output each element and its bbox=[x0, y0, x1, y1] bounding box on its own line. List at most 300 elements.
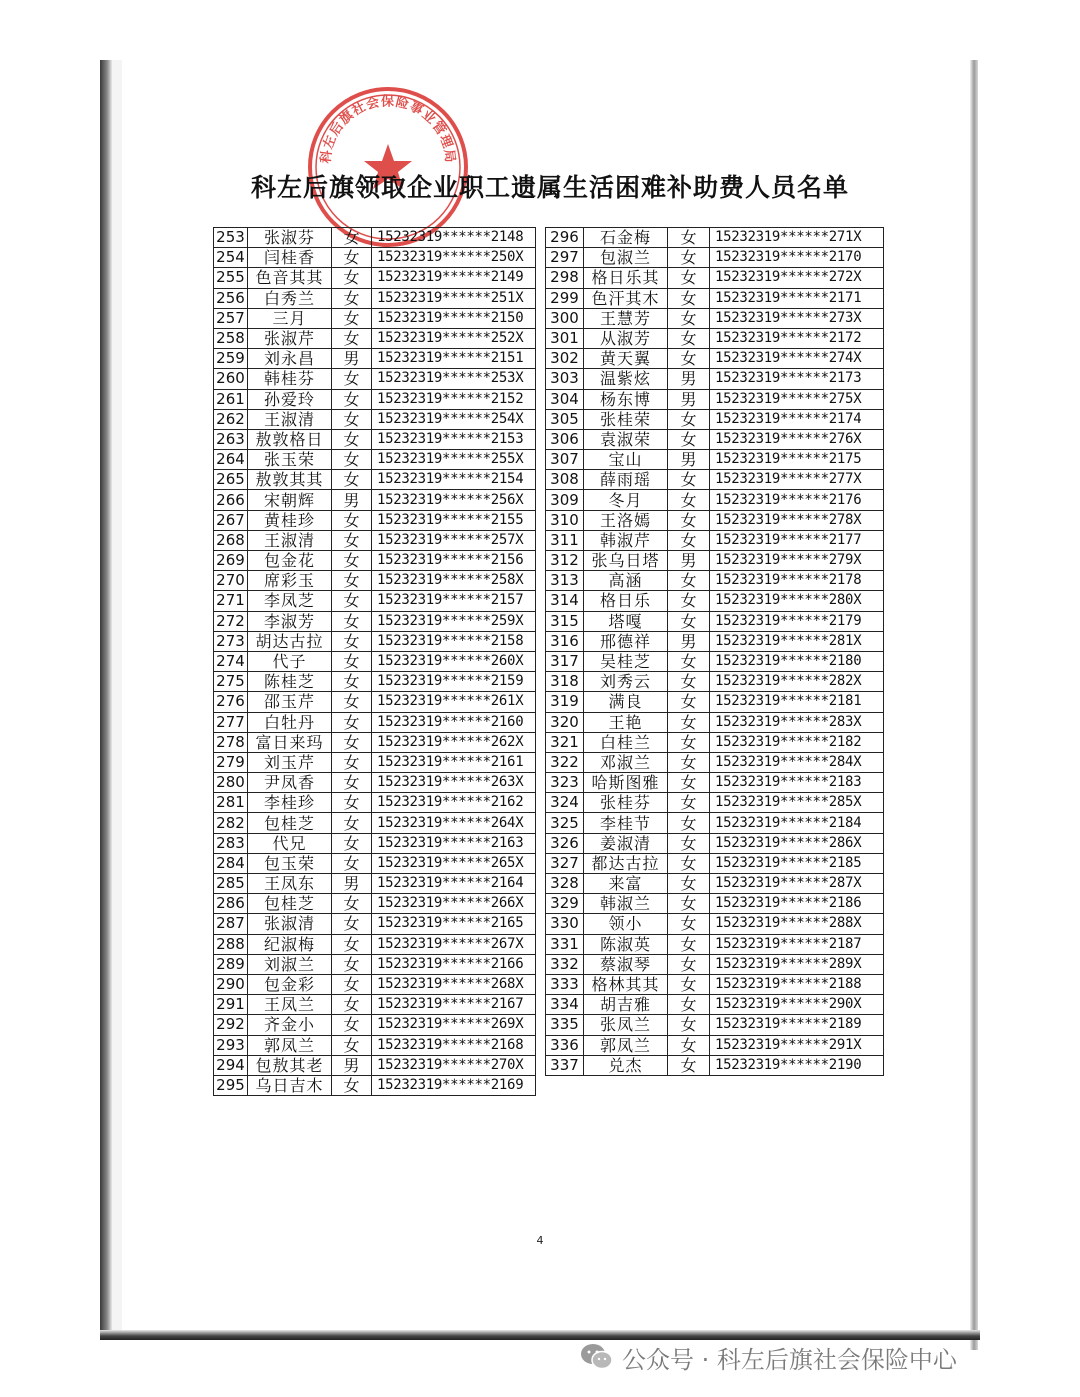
gender: 女 bbox=[332, 571, 372, 591]
id-number: 15232319******281X bbox=[710, 631, 884, 651]
row-number: 255 bbox=[214, 268, 248, 288]
person-name: 邓淑兰 bbox=[584, 752, 668, 772]
row-number: 315 bbox=[546, 611, 584, 631]
roster-table-left bbox=[213, 227, 536, 1096]
person-name: 满良 bbox=[584, 692, 668, 712]
table-row bbox=[214, 1035, 536, 1055]
row-number: 287 bbox=[214, 914, 248, 934]
id-number: 15232319******275X bbox=[710, 389, 884, 409]
person-name: 代子 bbox=[248, 651, 332, 671]
gender: 女 bbox=[332, 712, 372, 732]
table-row bbox=[546, 288, 884, 308]
row-number: 324 bbox=[546, 793, 584, 813]
id-number: 15232319******2175 bbox=[710, 450, 884, 470]
gender: 男 bbox=[332, 349, 372, 369]
row-number: 295 bbox=[214, 1075, 248, 1095]
id-number: 15232319******2150 bbox=[372, 308, 536, 328]
row-number: 289 bbox=[214, 954, 248, 974]
table-row bbox=[214, 308, 536, 328]
gender: 女 bbox=[668, 228, 710, 248]
row-number: 265 bbox=[214, 470, 248, 490]
gender: 男 bbox=[668, 631, 710, 651]
gender: 女 bbox=[668, 914, 710, 934]
row-number: 317 bbox=[546, 651, 584, 671]
row-number: 301 bbox=[546, 328, 584, 348]
gender: 女 bbox=[668, 288, 710, 308]
table-row bbox=[546, 793, 884, 813]
table-row bbox=[546, 712, 884, 732]
gender: 女 bbox=[668, 470, 710, 490]
person-name: 宝山 bbox=[584, 450, 668, 470]
row-number: 308 bbox=[546, 470, 584, 490]
id-number: 15232319******252X bbox=[372, 328, 536, 348]
gender: 女 bbox=[332, 328, 372, 348]
gender: 女 bbox=[668, 1015, 710, 1035]
table-row bbox=[214, 369, 536, 389]
table-row bbox=[214, 571, 536, 591]
row-number: 281 bbox=[214, 793, 248, 813]
table-row bbox=[214, 490, 536, 510]
gender: 女 bbox=[668, 1055, 710, 1075]
gender: 女 bbox=[668, 349, 710, 369]
row-number: 269 bbox=[214, 551, 248, 571]
table-row bbox=[546, 651, 884, 671]
row-number: 318 bbox=[546, 672, 584, 692]
gender: 女 bbox=[332, 793, 372, 813]
gender: 女 bbox=[332, 934, 372, 954]
person-name: 孙爱玲 bbox=[248, 389, 332, 409]
person-name: 韩淑兰 bbox=[584, 894, 668, 914]
table-row bbox=[214, 1015, 536, 1035]
row-number: 262 bbox=[214, 409, 248, 429]
row-number: 337 bbox=[546, 1055, 584, 1075]
table-row bbox=[214, 692, 536, 712]
id-number: 15232319******2171 bbox=[710, 288, 884, 308]
person-name: 富日来玛 bbox=[248, 732, 332, 752]
id-number: 15232319******2148 bbox=[372, 228, 536, 248]
gender: 女 bbox=[332, 308, 372, 328]
table-row bbox=[214, 974, 536, 994]
person-name: 刘淑兰 bbox=[248, 954, 332, 974]
id-number: 15232319******284X bbox=[710, 752, 884, 772]
person-name: 胡达古拉 bbox=[248, 631, 332, 651]
table-row bbox=[546, 752, 884, 772]
person-name: 邵玉芹 bbox=[248, 692, 332, 712]
id-number: 15232319******283X bbox=[710, 712, 884, 732]
table-row bbox=[214, 510, 536, 530]
row-number: 283 bbox=[214, 833, 248, 853]
id-number: 15232319******2174 bbox=[710, 409, 884, 429]
gender: 女 bbox=[332, 1035, 372, 1055]
person-name: 张乌日塔 bbox=[584, 551, 668, 571]
row-number: 276 bbox=[214, 692, 248, 712]
gender: 女 bbox=[668, 934, 710, 954]
id-number: 15232319******266X bbox=[372, 894, 536, 914]
row-number: 286 bbox=[214, 894, 248, 914]
gender: 女 bbox=[668, 995, 710, 1015]
id-number: 15232319******261X bbox=[372, 692, 536, 712]
table-row bbox=[214, 1075, 536, 1095]
id-number: 15232319******2161 bbox=[372, 752, 536, 772]
gender: 女 bbox=[332, 954, 372, 974]
id-number: 15232319******2177 bbox=[710, 530, 884, 550]
table-row bbox=[546, 813, 884, 833]
id-number: 15232319******2186 bbox=[710, 894, 884, 914]
id-number: 15232319******2157 bbox=[372, 591, 536, 611]
id-number: 15232319******2189 bbox=[710, 1015, 884, 1035]
row-number: 307 bbox=[546, 450, 584, 470]
id-number: 15232319******2164 bbox=[372, 874, 536, 894]
person-name: 郭凤兰 bbox=[584, 1035, 668, 1055]
row-number: 278 bbox=[214, 732, 248, 752]
row-number: 290 bbox=[214, 974, 248, 994]
row-number: 267 bbox=[214, 510, 248, 530]
person-name: 高涵 bbox=[584, 571, 668, 591]
table-row bbox=[214, 409, 536, 429]
table-row bbox=[214, 732, 536, 752]
row-number: 260 bbox=[214, 369, 248, 389]
row-number: 314 bbox=[546, 591, 584, 611]
id-number: 15232319******2165 bbox=[372, 914, 536, 934]
id-number: 15232319******251X bbox=[372, 288, 536, 308]
person-name: 黄天翼 bbox=[584, 349, 668, 369]
person-name: 黄桂珍 bbox=[248, 510, 332, 530]
row-number: 280 bbox=[214, 773, 248, 793]
table-row bbox=[546, 450, 884, 470]
row-number: 310 bbox=[546, 510, 584, 530]
table-row bbox=[546, 389, 884, 409]
row-number: 329 bbox=[546, 894, 584, 914]
table-row bbox=[546, 732, 884, 752]
person-name: 袁淑荣 bbox=[584, 429, 668, 449]
table-row bbox=[546, 773, 884, 793]
person-name: 席彩玉 bbox=[248, 571, 332, 591]
id-number: 15232319******287X bbox=[710, 874, 884, 894]
table-row bbox=[214, 833, 536, 853]
table-row bbox=[214, 894, 536, 914]
id-number: 15232319******2149 bbox=[372, 268, 536, 288]
person-name: 杨东博 bbox=[584, 389, 668, 409]
gender: 女 bbox=[332, 773, 372, 793]
id-number: 15232319******269X bbox=[372, 1015, 536, 1035]
table-row bbox=[546, 268, 884, 288]
row-number: 303 bbox=[546, 369, 584, 389]
table-row bbox=[214, 954, 536, 974]
gender: 女 bbox=[332, 732, 372, 752]
table-row bbox=[546, 328, 884, 348]
row-number: 300 bbox=[546, 308, 584, 328]
id-number: 15232319******276X bbox=[710, 429, 884, 449]
table-row bbox=[214, 752, 536, 772]
row-number: 319 bbox=[546, 692, 584, 712]
row-number: 294 bbox=[214, 1055, 248, 1075]
table-row bbox=[214, 268, 536, 288]
table-row bbox=[546, 1035, 884, 1055]
id-number: 15232319******2170 bbox=[710, 248, 884, 268]
person-name: 蔡淑琴 bbox=[584, 954, 668, 974]
person-name: 包敖其老 bbox=[248, 1055, 332, 1075]
table-row bbox=[214, 631, 536, 651]
table-row bbox=[546, 833, 884, 853]
person-name: 张淑芹 bbox=[248, 328, 332, 348]
id-number: 15232319******2180 bbox=[710, 651, 884, 671]
gender: 女 bbox=[668, 672, 710, 692]
table-row bbox=[214, 672, 536, 692]
watermark-label: 公众号 · 科左后旗社会保险中心 bbox=[622, 1345, 957, 1374]
table-row bbox=[546, 995, 884, 1015]
table-row bbox=[546, 894, 884, 914]
table-row bbox=[546, 914, 884, 934]
person-name: 包金花 bbox=[248, 551, 332, 571]
id-number: 15232319******272X bbox=[710, 268, 884, 288]
table-row bbox=[214, 773, 536, 793]
row-number: 291 bbox=[214, 995, 248, 1015]
id-number: 15232319******2151 bbox=[372, 349, 536, 369]
table-row bbox=[214, 914, 536, 934]
person-name: 兑杰 bbox=[584, 1055, 668, 1075]
person-name: 王艳 bbox=[584, 712, 668, 732]
table-row bbox=[214, 853, 536, 873]
row-number: 322 bbox=[546, 752, 584, 772]
row-number: 296 bbox=[546, 228, 584, 248]
gender: 女 bbox=[332, 692, 372, 712]
table-row bbox=[546, 228, 884, 248]
gender: 男 bbox=[332, 490, 372, 510]
person-name: 纪淑梅 bbox=[248, 934, 332, 954]
id-number: 15232319******267X bbox=[372, 934, 536, 954]
table-row bbox=[546, 1055, 884, 1075]
person-name: 包淑兰 bbox=[584, 248, 668, 268]
gender: 女 bbox=[332, 894, 372, 914]
row-number: 298 bbox=[546, 268, 584, 288]
document-title: 科左后旗领取企业职工遗属生活困难补助费人员名单 bbox=[250, 173, 849, 202]
row-number: 266 bbox=[214, 490, 248, 510]
table-row bbox=[546, 308, 884, 328]
id-number: 15232319******277X bbox=[710, 470, 884, 490]
gender: 女 bbox=[332, 389, 372, 409]
row-number: 275 bbox=[214, 672, 248, 692]
table-row bbox=[214, 429, 536, 449]
gender: 女 bbox=[332, 1075, 372, 1095]
roster-table-right bbox=[545, 227, 884, 1076]
gender: 女 bbox=[332, 429, 372, 449]
id-number: 15232319******2185 bbox=[710, 853, 884, 873]
person-name: 代兄 bbox=[248, 833, 332, 853]
row-number: 326 bbox=[546, 833, 584, 853]
row-number: 312 bbox=[546, 551, 584, 571]
gender: 女 bbox=[332, 1015, 372, 1035]
id-number: 15232319******254X bbox=[372, 409, 536, 429]
gender: 女 bbox=[668, 328, 710, 348]
gender: 女 bbox=[332, 450, 372, 470]
gender: 女 bbox=[332, 672, 372, 692]
table-row bbox=[546, 954, 884, 974]
person-name: 包玉荣 bbox=[248, 853, 332, 873]
table-row bbox=[546, 692, 884, 712]
gender: 女 bbox=[668, 853, 710, 873]
gender: 女 bbox=[668, 813, 710, 833]
row-number: 284 bbox=[214, 853, 248, 873]
person-name: 色汗其木 bbox=[584, 288, 668, 308]
id-number: 15232319******289X bbox=[710, 954, 884, 974]
row-number: 327 bbox=[546, 853, 584, 873]
person-name: 陈桂芝 bbox=[248, 672, 332, 692]
person-name: 塔嘎 bbox=[584, 611, 668, 631]
id-number: 15232319******274X bbox=[710, 349, 884, 369]
gender: 女 bbox=[668, 833, 710, 853]
id-number: 15232319******2173 bbox=[710, 369, 884, 389]
table-row bbox=[546, 369, 884, 389]
id-number: 15232319******265X bbox=[372, 853, 536, 873]
row-number: 254 bbox=[214, 248, 248, 268]
table-row bbox=[214, 248, 536, 268]
id-number: 15232319******2153 bbox=[372, 429, 536, 449]
person-name: 李桂节 bbox=[584, 813, 668, 833]
id-number: 15232319******2154 bbox=[372, 470, 536, 490]
table-row bbox=[214, 591, 536, 611]
table-row bbox=[546, 530, 884, 550]
person-name: 齐金小 bbox=[248, 1015, 332, 1035]
gender: 女 bbox=[668, 894, 710, 914]
id-number: 15232319******2159 bbox=[372, 672, 536, 692]
id-number: 15232319******2172 bbox=[710, 328, 884, 348]
gender: 男 bbox=[668, 551, 710, 571]
id-number: 15232319******286X bbox=[710, 833, 884, 853]
row-number: 306 bbox=[546, 429, 584, 449]
id-number: 15232319******255X bbox=[372, 450, 536, 470]
id-number: 15232319******2181 bbox=[710, 692, 884, 712]
person-name: 白秀兰 bbox=[248, 288, 332, 308]
row-number: 332 bbox=[546, 954, 584, 974]
id-number: 15232319******290X bbox=[710, 995, 884, 1015]
person-name: 敖敦格日 bbox=[248, 429, 332, 449]
row-number: 331 bbox=[546, 934, 584, 954]
person-name: 张桂芬 bbox=[584, 793, 668, 813]
gender: 女 bbox=[332, 752, 372, 772]
gender: 女 bbox=[332, 369, 372, 389]
person-name: 王凤兰 bbox=[248, 995, 332, 1015]
table-row bbox=[214, 611, 536, 631]
gender: 女 bbox=[668, 490, 710, 510]
table-row bbox=[214, 349, 536, 369]
person-name: 包桂芝 bbox=[248, 813, 332, 833]
id-number: 15232319******2190 bbox=[710, 1055, 884, 1075]
table-row bbox=[546, 974, 884, 994]
person-name: 胡吉雅 bbox=[584, 995, 668, 1015]
row-number: 285 bbox=[214, 874, 248, 894]
person-name: 白桂兰 bbox=[584, 732, 668, 752]
id-number: 15232319******291X bbox=[710, 1035, 884, 1055]
gender: 女 bbox=[332, 611, 372, 631]
gender: 女 bbox=[332, 268, 372, 288]
person-name: 白牡丹 bbox=[248, 712, 332, 732]
person-name: 李淑芳 bbox=[248, 611, 332, 631]
id-number: 15232319******271X bbox=[710, 228, 884, 248]
row-number: 273 bbox=[214, 631, 248, 651]
table-row bbox=[214, 470, 536, 490]
gender: 女 bbox=[668, 954, 710, 974]
table-row bbox=[214, 813, 536, 833]
person-name: 吴桂芝 bbox=[584, 651, 668, 671]
row-number: 316 bbox=[546, 631, 584, 651]
gender: 女 bbox=[332, 510, 372, 530]
person-name: 李桂珍 bbox=[248, 793, 332, 813]
row-number: 292 bbox=[214, 1015, 248, 1035]
person-name: 宋朝辉 bbox=[248, 490, 332, 510]
row-number: 263 bbox=[214, 429, 248, 449]
person-name: 刘玉芹 bbox=[248, 752, 332, 772]
gender: 女 bbox=[332, 288, 372, 308]
person-name: 王凤东 bbox=[248, 874, 332, 894]
gender: 女 bbox=[668, 409, 710, 429]
person-name: 邢德祥 bbox=[584, 631, 668, 651]
id-number: 15232319******270X bbox=[372, 1055, 536, 1075]
gender: 女 bbox=[668, 248, 710, 268]
gender: 女 bbox=[332, 228, 372, 248]
scan-border-left-inner bbox=[112, 60, 122, 1340]
table-row bbox=[214, 530, 536, 550]
row-number: 323 bbox=[546, 773, 584, 793]
gender: 女 bbox=[668, 752, 710, 772]
person-name: 尹凤香 bbox=[248, 773, 332, 793]
gender: 女 bbox=[332, 651, 372, 671]
person-name: 王淑清 bbox=[248, 409, 332, 429]
id-number: 15232319******2183 bbox=[710, 773, 884, 793]
id-number: 15232319******256X bbox=[372, 490, 536, 510]
table-row bbox=[214, 450, 536, 470]
wechat-icon bbox=[580, 1343, 614, 1371]
row-number: 264 bbox=[214, 450, 248, 470]
id-number: 15232319******258X bbox=[372, 571, 536, 591]
gender: 女 bbox=[332, 248, 372, 268]
id-number: 15232319******2184 bbox=[710, 813, 884, 833]
row-number: 336 bbox=[546, 1035, 584, 1055]
row-number: 333 bbox=[546, 974, 584, 994]
person-name: 包桂芝 bbox=[248, 894, 332, 914]
person-name: 色音其其 bbox=[248, 268, 332, 288]
row-number: 277 bbox=[214, 712, 248, 732]
table-row bbox=[546, 470, 884, 490]
gender: 女 bbox=[668, 510, 710, 530]
row-number: 256 bbox=[214, 288, 248, 308]
row-number: 288 bbox=[214, 934, 248, 954]
table-row bbox=[546, 510, 884, 530]
gender: 女 bbox=[332, 631, 372, 651]
row-number: 328 bbox=[546, 874, 584, 894]
table-row bbox=[214, 793, 536, 813]
id-number: 15232319******257X bbox=[372, 530, 536, 550]
person-name: 哈斯图雅 bbox=[584, 773, 668, 793]
person-name: 包金彩 bbox=[248, 974, 332, 994]
id-number: 15232319******262X bbox=[372, 732, 536, 752]
id-number: 15232319******2155 bbox=[372, 510, 536, 530]
person-name: 格日乐其 bbox=[584, 268, 668, 288]
table-row bbox=[546, 1015, 884, 1035]
id-number: 15232319******2160 bbox=[372, 712, 536, 732]
id-number: 15232319******253X bbox=[372, 369, 536, 389]
person-name: 郭凤兰 bbox=[248, 1035, 332, 1055]
table-row bbox=[214, 995, 536, 1015]
table-row bbox=[214, 389, 536, 409]
id-number: 15232319******259X bbox=[372, 611, 536, 631]
row-number: 261 bbox=[214, 389, 248, 409]
id-number: 15232319******260X bbox=[372, 651, 536, 671]
gender: 男 bbox=[332, 1055, 372, 1075]
table-row bbox=[546, 874, 884, 894]
gender: 女 bbox=[332, 470, 372, 490]
table-row bbox=[546, 429, 884, 449]
table-row bbox=[546, 349, 884, 369]
